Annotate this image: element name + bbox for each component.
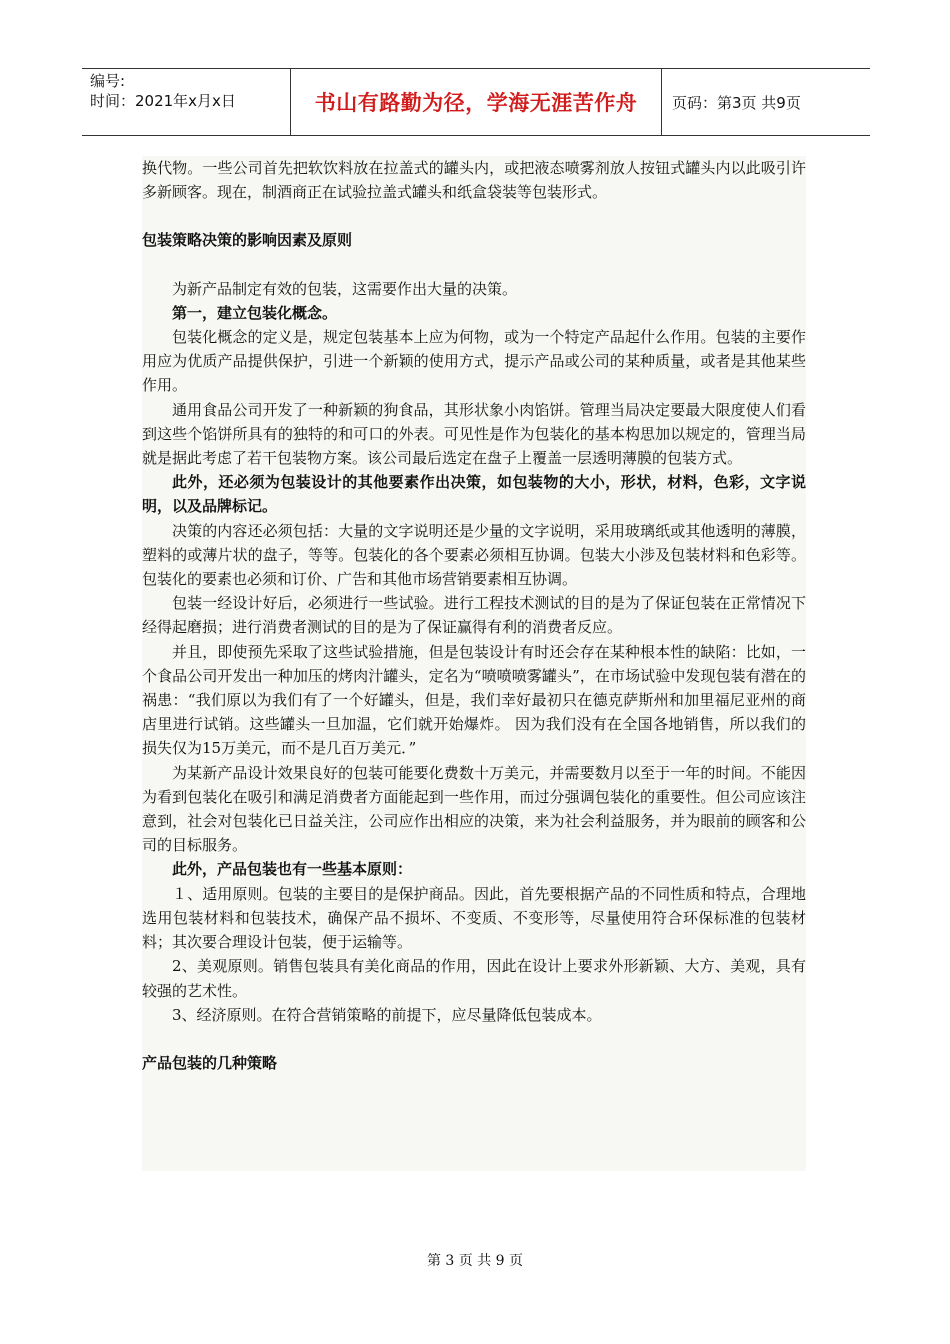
paragraph: 为某新产品设计效果良好的包装可能要化费数十万美元，并需要数月以至于一年的时间。不能因为看到包装化在吸引和满足消费者方面能起到一些作用，而过分强调包装化的重要性。但公司应该注意到，社会对包装化已日益关注，公司应作出相应的决策，来为社会利益服务，并为眼前的顾客和公司的目标服务。	[142, 763, 806, 855]
paragraph-bold: 此外，还必须为包装设计的其他要素作出决策，如包装物的大小，形状，材料，色彩，文字说明，以及品牌标记。	[142, 473, 806, 516]
header-meta	[82, 69, 291, 135]
section-heading-strategies: 产品包装的几种策略	[142, 1053, 278, 1072]
paragraph: 为新产品制定有效的包装，这需要作出大量的决策。	[172, 279, 518, 298]
paragraph: 决策的内容还必须包括：大量的文字说明还是少量的文字说明，采用玻璃纸或其他透明的薄膜，塑料的或薄片状的盘子，等等。包装化的各个要素必须相互协调。包装大小涉及包装材料和色彩等。包装化的要素也必须和订价、广告和其他市场营销要素相互协调。	[142, 521, 806, 589]
paragraph: 包装一经设计好后，必须进行一些试验。进行工程技术测试的目的是为了保证包装在正常情况下经得起磨损；进行消费者测试的目的是为了保证赢得有利的消费者反应。	[142, 594, 806, 637]
doc-number-label: 编号:	[90, 72, 126, 90]
paragraph: 2、美观原则。销售包装具有美化商品的作用，因此在设计上要求外形新颖、大方、美观，具有较强的艺术性。	[142, 957, 806, 1000]
document-body	[142, 156, 806, 1171]
page-footer: 第 3 页 共 9 页	[426, 1253, 524, 1269]
paragraph-bold: 此外，产品包装也有一些基本原则：	[172, 860, 413, 879]
paragraph: 通用食品公司开发了一种新颖的狗食品，其形状象小肉馅饼。管理当局决定要最大限度使人们看到这些个馅饼所具有的独特的和可口的外表。可见性是作为包装化的基本构思加以规定的，管理当局就是据此考虑了若干包装物方案。该公司最后选定在盘子上覆盖一层透明薄膜的包装方式。	[142, 400, 806, 468]
paragraph-intro: 换代物。一些公司首先把软饮料放在拉盖式的罐头内，或把液态喷雾剂放人按钮式罐头内以此吸引许多新顾客。现在，制酒商正在试验拉盖式罐头和纸盒袋装等包装形式。	[142, 159, 806, 202]
paragraph: 包装化概念的定义是，规定包装基本上应为何物，或为一个特定产品起什么作用。包装的主要作用应为优质产品提供保护，引进一个新颖的使用方式，提示产品或公司的某种质量，或者是其他某些作用。	[142, 328, 806, 395]
paragraph: 3、经济原则。在符合营销策略的前提下，应尽量降低包装成本。	[172, 1005, 602, 1024]
page-header	[82, 68, 870, 136]
paragraph-bold: 第一，建立包装化概念。	[172, 303, 338, 322]
section-heading-factors: 包装策略决策的影响因素及原则	[142, 231, 353, 250]
paragraph: １、适用原则。包装的主要目的是保护商品。因此，首先要根据产品的不同性质和特点，合理地选用包装材料和包装技术，确保产品不损坏、不变质、不变形等，尽量使用符合环保标准的包装材料；其次要合理设计包装，便于运输等。	[142, 884, 806, 952]
doc-time-label: 时间：2021年x月x日	[90, 92, 236, 110]
header-page-info: 页码：第3页 共9页	[672, 93, 801, 112]
paragraph: 并且，即使预先采取了这些试验措施，但是包装设计有时还会存在某种根本性的缺陷：比如，一个食品公司开发出一种加压的烤肉汁罐头，定名为“喷喷喷雾罐头”，在市场试验中发现包装有潜在的祸患：“我们原以为我们有了一个好罐头，但是，我们幸好最初只在德克萨斯州和加里福尼亚州的商店里进行试销。这些罐头一旦加温，它们就开始爆炸。 因为我们没有在全国各地销售，所以我们的损失仅为15万美元，而不是几百万美元．”	[142, 642, 806, 758]
header-motto: 书山有路勤为径，学海无涯苦作舟	[291, 69, 662, 135]
